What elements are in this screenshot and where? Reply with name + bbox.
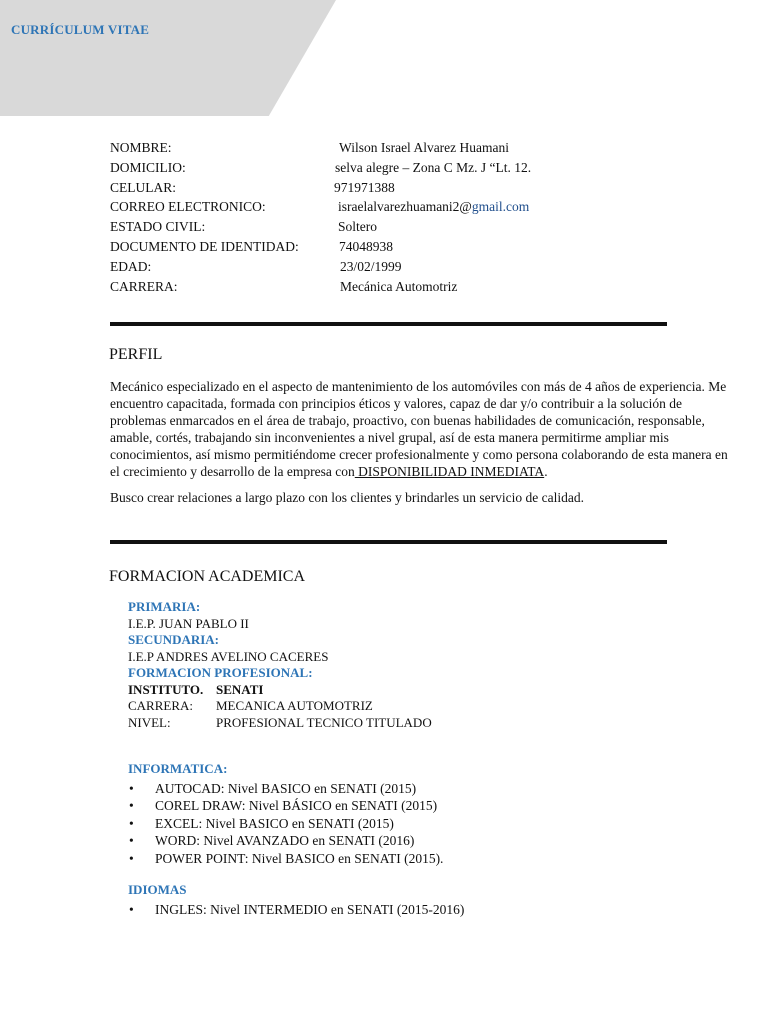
informatica-list [127, 780, 443, 868]
list-item-text: WORD: Nivel AVANZADO en SENATI (2016) [155, 833, 415, 848]
profile-end: . [544, 464, 548, 479]
bullet-icon: • [129, 833, 134, 848]
idiomas-heading: IDIOMAS [128, 882, 187, 897]
email-value [338, 197, 529, 217]
availability-highlight: DISPONIBILIDAD INMEDIATA [354, 464, 545, 479]
info-value: 971971388 [334, 179, 395, 195]
info-value: 74048938 [339, 238, 393, 254]
info-label: DOCUMENTO DE IDENTIDAD: [110, 238, 299, 254]
section-title-perfil: PERFIL [109, 346, 163, 363]
idiomas-list [127, 901, 464, 919]
list-item [127, 901, 464, 919]
divider [110, 540, 667, 544]
profesional-value: MECANICA AUTOMOTRIZ [216, 698, 373, 713]
profesional-value: SENATI [216, 681, 264, 697]
profesional-key: NIVEL: [128, 714, 171, 730]
bullet-icon: • [129, 798, 134, 813]
list-item [127, 815, 443, 833]
list-item-text: EXCEL: Nivel BASICO en SENATI (2015) [155, 815, 394, 831]
info-label: CELULAR: [110, 179, 176, 195]
profesional-row [128, 714, 432, 732]
header-banner [0, 0, 336, 116]
info-label: CORREO ELECTRONICO: [110, 199, 266, 215]
bullet-icon: • [129, 850, 134, 866]
profile-goal: Busco crear relaciones a largo plazo con los clientes y brindarles un servicio de calidad. [110, 490, 584, 505]
profile-text [110, 378, 730, 506]
bullet-icon: • [129, 901, 134, 917]
bullet-icon: • [129, 815, 134, 831]
list-item [127, 832, 443, 850]
profesional-value: PROFESIONAL TECNICO TITULADO [216, 714, 432, 730]
list-item-text: COREL DRAW: Nivel BÁSICO en SENATI (2015) [155, 798, 438, 813]
info-label: DOMICILIO: [110, 159, 186, 175]
info-label: ESTADO CIVIL: [110, 219, 206, 235]
list-item [127, 850, 443, 868]
list-item-text: INGLES: Nivel INTERMEDIO en SENATI (2015-2016) [155, 901, 465, 917]
email-user: israelalvarezhuamani2@ [338, 199, 472, 215]
list-item [127, 797, 443, 815]
profesional-key: CARRERA: [128, 698, 194, 713]
document-title: CURRÍCULUM VITAE [11, 22, 150, 37]
profile-main: Mecánico especializado en el aspecto de mantenimiento de los automóviles con más de 4 años de experiencia. Me encuentro capacitada, formada con principios éticos y valores, capaz de dar y/o contribuir a la solución de problemas enmarcados en el área de trabajo, proactivo, con buenas habilidades de comunicación, responsable, amable, cortés, trabajando sin inconvenientes a nivel grupal, así de esta manera permitirme ampliar mis conocimientos, así mismo permitiéndome crecer profesionalmente y como persona colaborando de esta manera en el crecimiento y desarrollo de la empresa con [110, 379, 728, 479]
info-value: Wilson Israel Alvarez Huamani [339, 140, 510, 155]
section-title-formacion: FORMACION ACADEMICA [109, 568, 306, 585]
primaria-value: I.E.P. JUAN PABLO II [128, 615, 249, 631]
education-block [128, 599, 432, 731]
secundaria-heading: SECUNDARIA: [128, 632, 220, 647]
profesional-row [128, 698, 373, 715]
list-item-text: AUTOCAD: Nivel BASICO en SENATI (2015) [155, 780, 417, 796]
divider [110, 322, 667, 326]
info-label: EDAD: [110, 258, 152, 274]
bullet-icon: • [129, 780, 134, 796]
profesional-row [128, 682, 328, 699]
profesional-key: INSTITUTO. [128, 681, 204, 697]
info-label: CARRERA: [110, 278, 178, 294]
list-item [127, 780, 443, 798]
info-value: Mecánica Automotriz [340, 278, 458, 294]
secundaria-value: I.E.P ANDRES AVELINO CACERES [128, 648, 329, 664]
info-value: selva alegre – Zona C Mz. J “Lt. 12. [335, 159, 532, 175]
idiomas-block [128, 882, 464, 918]
informatica-heading: INFORMATICA: [128, 761, 228, 776]
informatica-block [128, 761, 443, 867]
info-label: NOMBRE: [110, 140, 172, 155]
info-value: Soltero [338, 219, 377, 235]
list-item-text: POWER POINT: Nivel BASICO en SENATI (2015). [155, 850, 444, 866]
info-value: 23/02/1999 [340, 258, 402, 274]
profile-paragraph [110, 378, 730, 480]
profesional-heading: FORMACION PROFESIONAL: [128, 665, 313, 680]
email-link[interactable]: gmail.com [471, 199, 530, 215]
primaria-heading: PRIMARIA: [128, 599, 201, 614]
